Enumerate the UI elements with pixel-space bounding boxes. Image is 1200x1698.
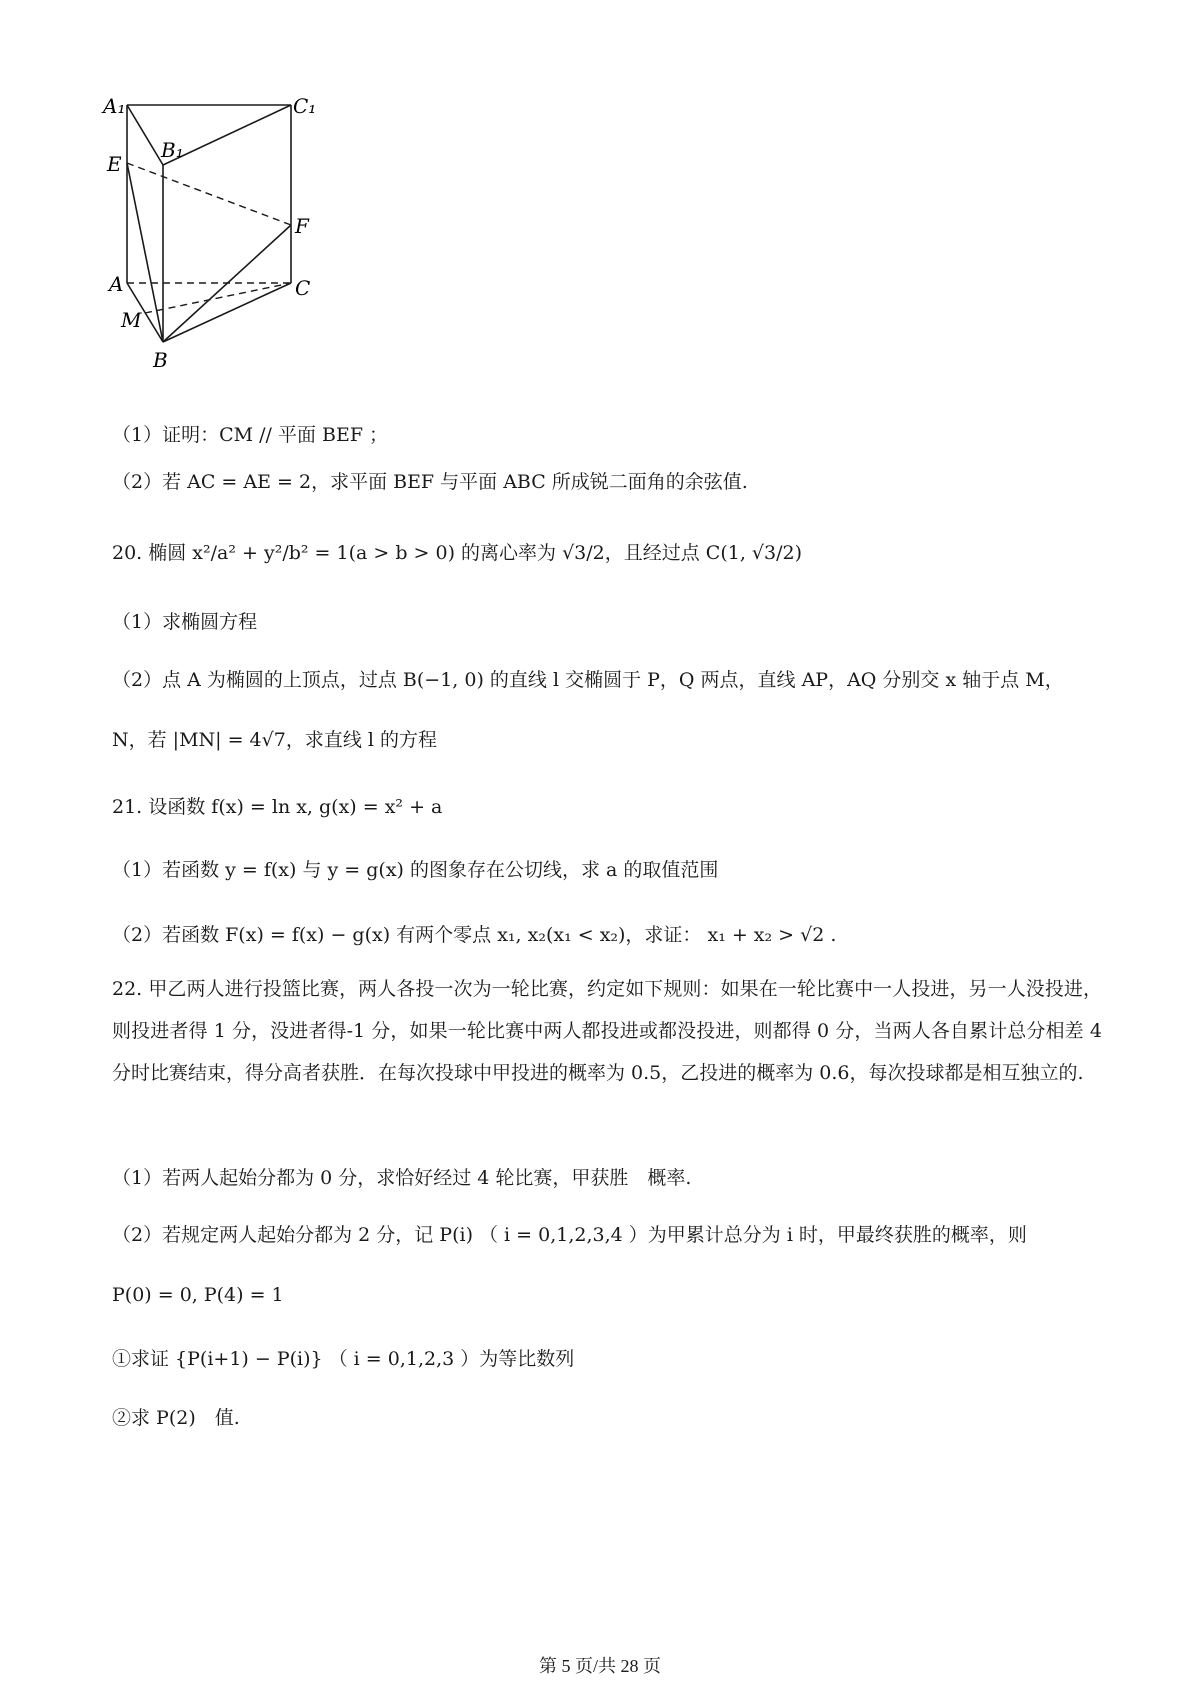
q22-part2-line1: （2）若规定两人起始分都为 2 分，记 P(i) （ i = 0,1,2,3,4 ）为甲累计总分为 i 时，甲最终获胜的概率，则 xyxy=(112,1224,1027,1246)
q21-part2: （2）若函数 F(x) = f(x) − g(x) 有两个零点 x₁, x₂(x₁ < x₂)，求证： x₁ + x₂ > √2 . xyxy=(112,924,837,946)
q22-sub2: ②求 P(2) 值. xyxy=(112,1407,240,1429)
label-a1: A₁ xyxy=(103,94,126,118)
label-b1: B₁ xyxy=(161,138,184,162)
prism-figure xyxy=(95,85,335,375)
q20-part2-line2: N，若 |MN| = 4√7，求直线 l 的方程 xyxy=(112,729,437,751)
edge-a1-b1 xyxy=(127,105,163,165)
q22-part2-line2: P(0) = 0, P(4) = 1 xyxy=(112,1284,284,1306)
q20-part2-line1: （2）点 A 为椭圆的上顶点，过点 B(−1, 0) 的直线 l 交椭圆于 P，Q 两点，直线 AP，AQ 分别交 x 轴于点 M， xyxy=(112,669,1064,691)
edge-b-c xyxy=(163,283,291,342)
label-f: F xyxy=(295,214,309,238)
q21-part1: （1）若函数 y = f(x) 与 y = g(x) 的图象存在公切线，求 a 的取值范围 xyxy=(112,859,719,881)
q19-part1: （1）证明：CM // 平面 BEF ； xyxy=(112,424,389,446)
label-e: E xyxy=(107,152,122,176)
q22-stem: 22. 甲乙两人进行投篮比赛，两人各投一次为一轮比赛，约定如下规则：如果在一轮比赛中一人投进，另一人没投进，则投进者得 1 分，没进者得-1 分，如果一轮比赛中两人都投进或都没投进，则都得 0 分，当两人各自累计总分相差 4 分时比赛结束，得分高者获胜．在每次投球中甲投进的概率为 0.5，乙投进的概率为 0.6，每次投球都是相互独立的. xyxy=(112,978,1102,1084)
label-m: M xyxy=(121,308,142,332)
q21-stem: 21. 设函数 f(x) = ln x, g(x) = x² + a xyxy=(112,796,443,818)
edge-e-f-dashed xyxy=(127,163,291,225)
q22-part1: （1）若两人起始分都为 0 分，求恰好经过 4 轮比赛，甲获胜 概率. xyxy=(112,1167,692,1189)
q20-stem: 20. 椭圆 x²/a² + y²/b² = 1(a > b > 0) 的离心率为 √3/2，且经过点 C(1, √3/2) xyxy=(112,542,803,564)
q22-sub1: ①求证 {P(i+1) − P(i)} （ i = 0,1,2,3 ）为等比数列 xyxy=(112,1348,575,1370)
page-footer: 第 5 页/共 28 页 xyxy=(538,1656,661,1676)
edge-m-c-dashed xyxy=(145,283,291,313)
label-a: A xyxy=(109,272,124,296)
label-c: C xyxy=(295,276,311,300)
q19-part2: （2）若 AC = AE = 2，求平面 BEF 与平面 ABC 所成锐二面角的余弦值. xyxy=(112,471,748,493)
q20-part1: （1）求椭圆方程 xyxy=(112,611,258,633)
label-b: B xyxy=(153,348,168,372)
label-c1: C₁ xyxy=(293,94,317,118)
